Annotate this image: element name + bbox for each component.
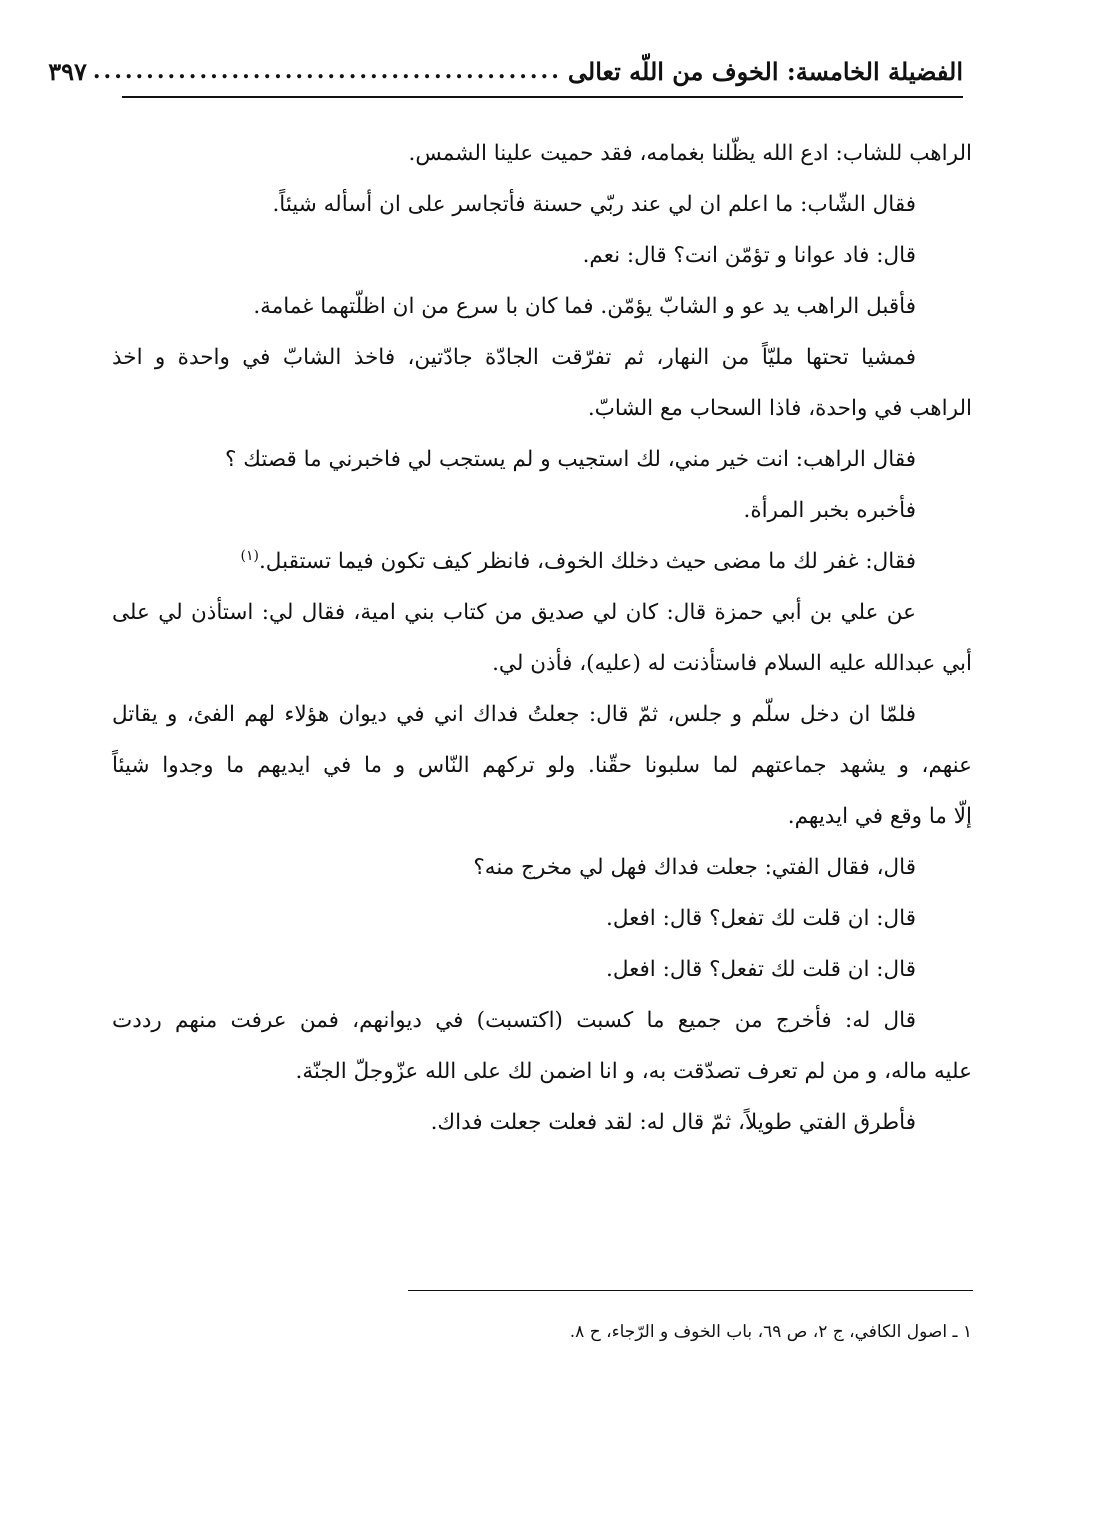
chapter-title: الفضيلة الخامسة: الخوف من اللّه تعالى [567, 56, 963, 86]
text-line: قال: ان قلت لك تفعل؟ قال: افعل. [606, 906, 916, 931]
text-line: قال له: فأخرج من جميع ما كسبت (اكتسبت) في ديوانهم، فمن عرفت منهم رددت [112, 1008, 916, 1033]
text-line: قال، فقال الفتي: جعلت فداك فهل لي مخرج منه؟ [473, 855, 916, 880]
body-text [112, 128, 972, 1148]
text-line: أبي عبدالله عليه السلام فاستأذنت له (عليه)، فأذن لي. [492, 651, 972, 676]
text-line: الراهب للشاب: ادع الله يظّلنا بغمامه، فقد حميت علينا الشمس. [408, 141, 972, 166]
text-line: فلمّا ان دخل سلّم و جلس، ثمّ قال: جعلتُ فداك اني في ديوان هؤلاء لهم الفئ، و يقاتل [112, 702, 916, 727]
footnote-marker[interactable]: (١) [240, 547, 259, 564]
text-line: عليه ماله، و من لم تعرف تصدّقت به، و انا اضمن لك على الله عزّوجلّ الجنّة. [295, 1059, 972, 1084]
text-line: فقال الشّاب: ما اعلم ان لي عند ربّي حسنة فأتجاسر على ان أسأله شيئاً. [272, 192, 916, 217]
footnote-rule [408, 1290, 973, 1291]
text-line: فقال الراهب: انت خير مني، لك استجيب و لم يستجب لي فاخبرني ما قصتك ؟ [225, 447, 916, 472]
text-line: الراهب في واحدة، فاذا السحاب مع الشابّ. [587, 396, 972, 421]
text-line-with-footnote [112, 536, 972, 587]
leader-dots: ............................................ [92, 58, 562, 84]
text-line: إلّا ما وقع في ايديهم. [787, 804, 972, 829]
text-line: فقال: غفر لك ما مضى حيث دخلك الخوف، فانظر كيف تكون فيما تستقبل. [258, 549, 916, 574]
header-rule [122, 96, 963, 98]
text-line: فأطرق الفتي طويلاً، ثمّ قال له: لقد فعلت جعلت فداك. [430, 1110, 916, 1135]
text-line: فمشيا تحتها مليّاً من النهار، ثم تفرّقت الجادّة جادّتين، فاخذ الشابّ في واحدة و اخذ [112, 345, 916, 370]
text-line: عن علي بن أبي حمزة قال: كان لي صديق من كتاب بني امية، فقال لي: استأذن لي على [112, 600, 916, 625]
text-line: قال: فاد عوانا و تؤمّن انت؟ قال: نعم. [582, 243, 916, 268]
text-line: عنهم، و يشهد جماعتهم لما سلبونا حقّنا. ولو تركهم النّاس و ما في ايديهم ما وجدوا شيئاً [112, 753, 972, 778]
text-line: قال: ان قلت لك تفعل؟ قال: افعل. [606, 957, 916, 982]
running-header [48, 46, 963, 96]
text-line: فأخبره بخبر المرأة. [743, 498, 916, 523]
page-number: ٣٩٧ [48, 56, 87, 86]
text-line: فأقبل الراهب يد عو و الشابّ يؤمّن. فما كان با سرع من ان اظلّتهما غمامة. [253, 294, 916, 319]
footnote: ١ ـ اصول الكافي، ج ٢، ص ٦٩، باب الخوف و الرّجاء، ح ٨. [569, 1322, 972, 1342]
